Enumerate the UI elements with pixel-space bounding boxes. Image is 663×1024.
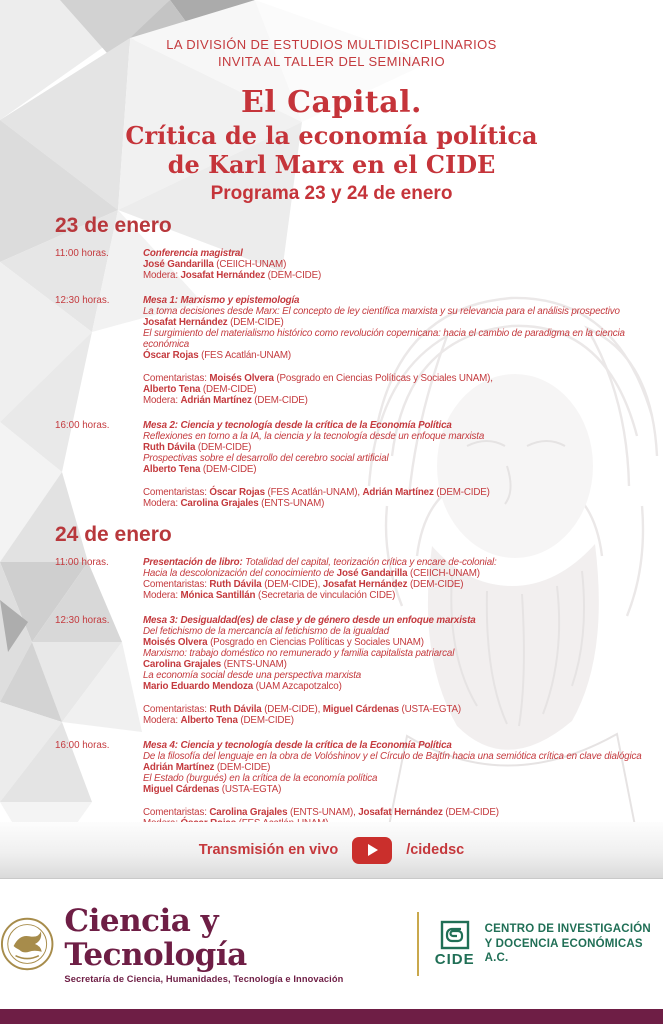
session-text-segment: Comentaristas: — [143, 704, 210, 715]
day-section — [55, 523, 653, 829]
session-line — [143, 579, 648, 590]
session-text-segment: Josafat Hernández — [322, 579, 410, 590]
session-line — [143, 615, 648, 626]
session-line — [143, 420, 648, 431]
session-content — [143, 740, 648, 829]
session-text-segment: Adrián Martínez — [180, 395, 255, 406]
live-stream-band — [0, 822, 663, 879]
session-text-segment: (DEM-CIDE) — [230, 317, 284, 328]
session-text-segment: (ENTS-UNAM) — [223, 659, 287, 670]
session-line — [143, 328, 648, 350]
session-line — [143, 773, 648, 784]
session-line — [143, 442, 648, 453]
session-text-segment: Conferencia magistral — [143, 248, 243, 259]
title-block — [0, 85, 663, 206]
session-time: 16:00 horas. — [55, 420, 110, 431]
session-line — [143, 762, 648, 773]
session-text-segment: Ruth Dávila — [143, 442, 198, 453]
session-text-segment: Miguel Cárdenas — [143, 784, 222, 795]
session-line — [143, 373, 648, 384]
session-text-segment: Comentaristas: — [143, 487, 210, 498]
gov-logo-title: Ciencia y Tecnología — [64, 903, 247, 973]
session-text-segment: Hacia la descolonización del conocimiento de — [143, 568, 337, 579]
session-line — [143, 431, 648, 442]
session-text-segment: Marxismo: trabajo doméstico no remunerado y familia capitalista patriarcal — [143, 648, 455, 659]
session-text-segment: Alberto Tena — [143, 384, 203, 395]
session-text-segment: (CEIICH-UNAM) — [409, 568, 480, 579]
session-text-segment: (DEM-CIDE) — [202, 384, 257, 395]
session-time: 11:00 horas. — [55, 248, 109, 259]
session-text-segment: Carolina Grajales — [143, 659, 224, 670]
day-heading: 24 de enero — [55, 523, 172, 546]
youtube-handle: /cidedsc — [406, 842, 465, 858]
session-text-segment: El Estado (burgués) en la crítica de la economía política — [143, 773, 378, 784]
session-text-segment: Comentaristas: — [143, 807, 210, 818]
session-text-segment: (DEM-CIDE), — [264, 704, 323, 715]
poster-title: El Capital. — [240, 85, 423, 120]
session-text-segment: (USTA-EGTA) — [401, 704, 462, 715]
session-text-segment: (USTA-EGTA) — [221, 784, 282, 795]
session-text-segment: (Posgrado en Ciencias Políticas y Sociales UNAM) — [210, 637, 424, 648]
session-text-segment: (FES Acatlán-UNAM), — [267, 487, 363, 498]
session-text-segment: Presentación de libro: — [143, 557, 246, 568]
cide-logo — [435, 920, 663, 968]
session-text-segment: José Gandarilla — [143, 259, 217, 270]
session-text-segment: (ENTS-UNAM) — [261, 498, 325, 509]
session-text-segment: Adrián Martínez — [362, 487, 437, 498]
session-line — [143, 807, 648, 818]
session-text-segment: Reflexiones en torno a la IA, la ciencia y la tecnología desde un enfoque marxista — [143, 431, 485, 442]
session-line — [143, 384, 648, 395]
play-icon — [368, 844, 378, 856]
session-text-segment: (Posgrado en Ciencias Políticas y Sociales UNAM), — [276, 373, 493, 384]
session-line — [143, 306, 648, 317]
poster-subtitle-2: de Karl Marx en el CIDE — [167, 150, 496, 179]
session-line — [143, 659, 648, 670]
session-line — [143, 487, 648, 498]
session-line — [143, 464, 648, 475]
session-line — [143, 590, 648, 601]
session-content — [143, 420, 648, 509]
session-text-segment: (ENTS-UNAM), — [289, 807, 359, 818]
session-text-segment: Miguel Cárdenas — [322, 704, 402, 715]
session-text-segment: Josafat Hernández — [180, 270, 268, 281]
session-time: 11:00 horas. — [55, 557, 109, 568]
session-text-segment: Adrián Martínez — [143, 762, 217, 773]
session-line — [143, 637, 648, 648]
session-line — [143, 740, 648, 751]
youtube-icon — [352, 837, 392, 864]
cide-name-line-1: CENTRO DE INVESTIGACIÓN — [484, 923, 651, 936]
session-text-segment: Totalidad del capital, teorización crítica y encare de-colonial: — [245, 557, 497, 568]
session-text-segment: (Secretaria de vinculación CIDE) — [257, 590, 396, 601]
session-line — [143, 626, 648, 637]
session-row — [55, 615, 653, 726]
session-text-segment: Ruth Dávila — [209, 579, 265, 590]
session-text-segment: Josafat Hernández — [358, 807, 446, 818]
session-text-segment: Josafat Hernández — [143, 317, 231, 328]
session-text-segment: Mesa 2: Ciencia y tecnología desde la crítica de la Economía Política — [143, 420, 452, 431]
session-text-segment: Mónica Santillán — [180, 590, 258, 601]
session-text-segment: (DEM-CIDE) — [267, 270, 322, 281]
session-time: 12:30 horas. — [55, 295, 110, 306]
session-time: 16:00 horas. — [55, 740, 110, 751]
session-row — [55, 248, 653, 281]
session-text-segment: Modera: — [143, 715, 181, 726]
session-line — [143, 670, 648, 681]
bottom-bar — [0, 1009, 663, 1024]
session-line — [143, 295, 648, 306]
session-text-segment: Alberto Tena — [180, 715, 241, 726]
session-text-segment: (DEM-CIDE) — [202, 464, 257, 475]
session-row — [55, 420, 653, 509]
cide-acronym: CIDE — [434, 951, 475, 968]
session-line — [143, 751, 648, 762]
session-text-segment: Comentaristas: — [143, 373, 210, 384]
cide-mark — [435, 920, 475, 968]
session-text-segment: (FES Acatlán-UNAM) — [201, 350, 291, 361]
gov-logo-subtitle: Secretaría de Ciencia, Humanidades, Tecnología e Innovación — [64, 974, 344, 984]
session-text-segment: (DEM-CIDE) — [240, 715, 294, 726]
session-text-segment: Mario Eduardo Mendoza — [143, 681, 256, 692]
session-text-segment: (DEM-CIDE) — [254, 395, 308, 406]
session-line — [143, 350, 648, 361]
session-text-segment: La toma decisiones desde Marx: El concepto de ley científica marxista y su relevancia para el análisis prospectivo — [143, 306, 620, 317]
session-text-segment: Mesa 3: Desigualdad(es) de clase y de género desde un enfoque marxista — [143, 615, 476, 626]
session-text-segment: (DEM-CIDE) — [445, 807, 499, 818]
session-row — [55, 557, 653, 601]
session-text-segment: Alberto Tena — [143, 464, 203, 475]
program-dates: Programa 23 y 24 de enero — [210, 183, 453, 204]
session-text-segment: Del fetichismo de la mercancía al fetichismo de la igualdad — [143, 626, 389, 637]
session-text-segment: (DEM-CIDE), — [264, 579, 323, 590]
session-content — [143, 248, 648, 281]
session-line — [143, 453, 648, 464]
invite-header — [0, 0, 663, 70]
gov-logo-text — [64, 904, 400, 984]
session-content — [143, 615, 648, 726]
session-text-segment: Mesa 1: Marxismo y epistemología — [143, 295, 300, 306]
footer — [0, 879, 663, 1009]
session-text-segment: Óscar Rojas — [143, 350, 202, 361]
session-text-segment: Comentaristas: — [143, 579, 210, 590]
session-text-segment: El surgimiento del materialismo histórico como revolución copernicana: hacia el cambio de paradigma en la ciencia económica — [143, 328, 625, 350]
session-line — [143, 557, 648, 568]
session-text-segment: Carolina Grajales — [209, 807, 290, 818]
session-text-segment: La economía social desde una perspectiva marxista — [143, 670, 362, 681]
day-section — [55, 214, 653, 509]
session-text-segment: Ruth Dávila — [209, 704, 265, 715]
session-text-segment: Mesa 4: Ciencia y tecnología desde la crítica de la Economía Política — [143, 740, 452, 751]
poster-subtitle-1: Crítica de la economía política — [125, 121, 538, 150]
session-text-segment: Modera: — [143, 270, 181, 281]
session-text-segment: José Gandarilla — [336, 568, 410, 579]
session-text-segment: (DEM-CIDE) — [216, 762, 271, 773]
gov-logo — [0, 904, 401, 984]
day-heading: 23 de enero — [55, 214, 172, 237]
session-line — [143, 784, 648, 795]
program — [0, 214, 663, 829]
session-line — [143, 498, 648, 509]
session-text-segment: (CEIICH-UNAM) — [216, 259, 287, 270]
session-line — [143, 715, 648, 726]
session-line — [143, 648, 648, 659]
session-line — [143, 704, 648, 715]
session-text-segment: Carolina Grajales — [180, 498, 262, 509]
session-text-segment: Prospectivas sobre el desarrollo del cerebro social artificial — [143, 453, 389, 464]
session-line — [143, 317, 648, 328]
session-text-segment: Óscar Rojas — [209, 487, 268, 498]
session-text-segment: Modera: — [143, 590, 181, 601]
session-text-segment: (DEM-CIDE) — [409, 579, 464, 590]
live-label: Transmisión en vivo — [198, 842, 339, 858]
mexico-seal-icon — [0, 916, 54, 972]
session-row — [55, 740, 653, 829]
session-text-segment: (DEM-CIDE) — [197, 442, 252, 453]
session-text-segment: Modera: — [143, 498, 181, 509]
session-line — [143, 259, 648, 270]
session-text-segment: Moisés Olvera — [143, 637, 211, 648]
invite-line-1: LA DIVISIÓN DE ESTUDIOS MULTIDISCIPLINARIOS — [166, 37, 497, 52]
session-line — [143, 270, 648, 281]
footer-divider — [417, 912, 419, 976]
session-line — [143, 681, 648, 692]
session-text-segment: De la filosofía del lenguaje en la obra de Volóshinov y el Círculo de Bajtín hacia una semiótica crítica en clave dialógica — [143, 751, 642, 762]
session-row — [55, 295, 653, 406]
session-text-segment: (DEM-CIDE) — [436, 487, 490, 498]
session-line — [143, 395, 648, 406]
cide-name-line-2: Y DOCENCIA ECONÓMICAS A.C. — [484, 937, 643, 965]
session-time: 12:30 horas. — [55, 615, 110, 626]
session-line — [143, 568, 648, 579]
cide-full-name — [485, 922, 663, 966]
session-text-segment: Moisés Olvera — [209, 373, 277, 384]
session-content — [143, 295, 648, 406]
invite-line-2: INVITA AL TALLER DEL SEMINARIO — [217, 54, 446, 69]
session-text-segment: Modera: — [143, 395, 181, 406]
cide-glyph-icon — [440, 920, 470, 950]
session-text-segment: (UAM Azcapotzalco) — [255, 681, 342, 692]
session-content — [143, 557, 648, 601]
session-line — [143, 248, 648, 259]
